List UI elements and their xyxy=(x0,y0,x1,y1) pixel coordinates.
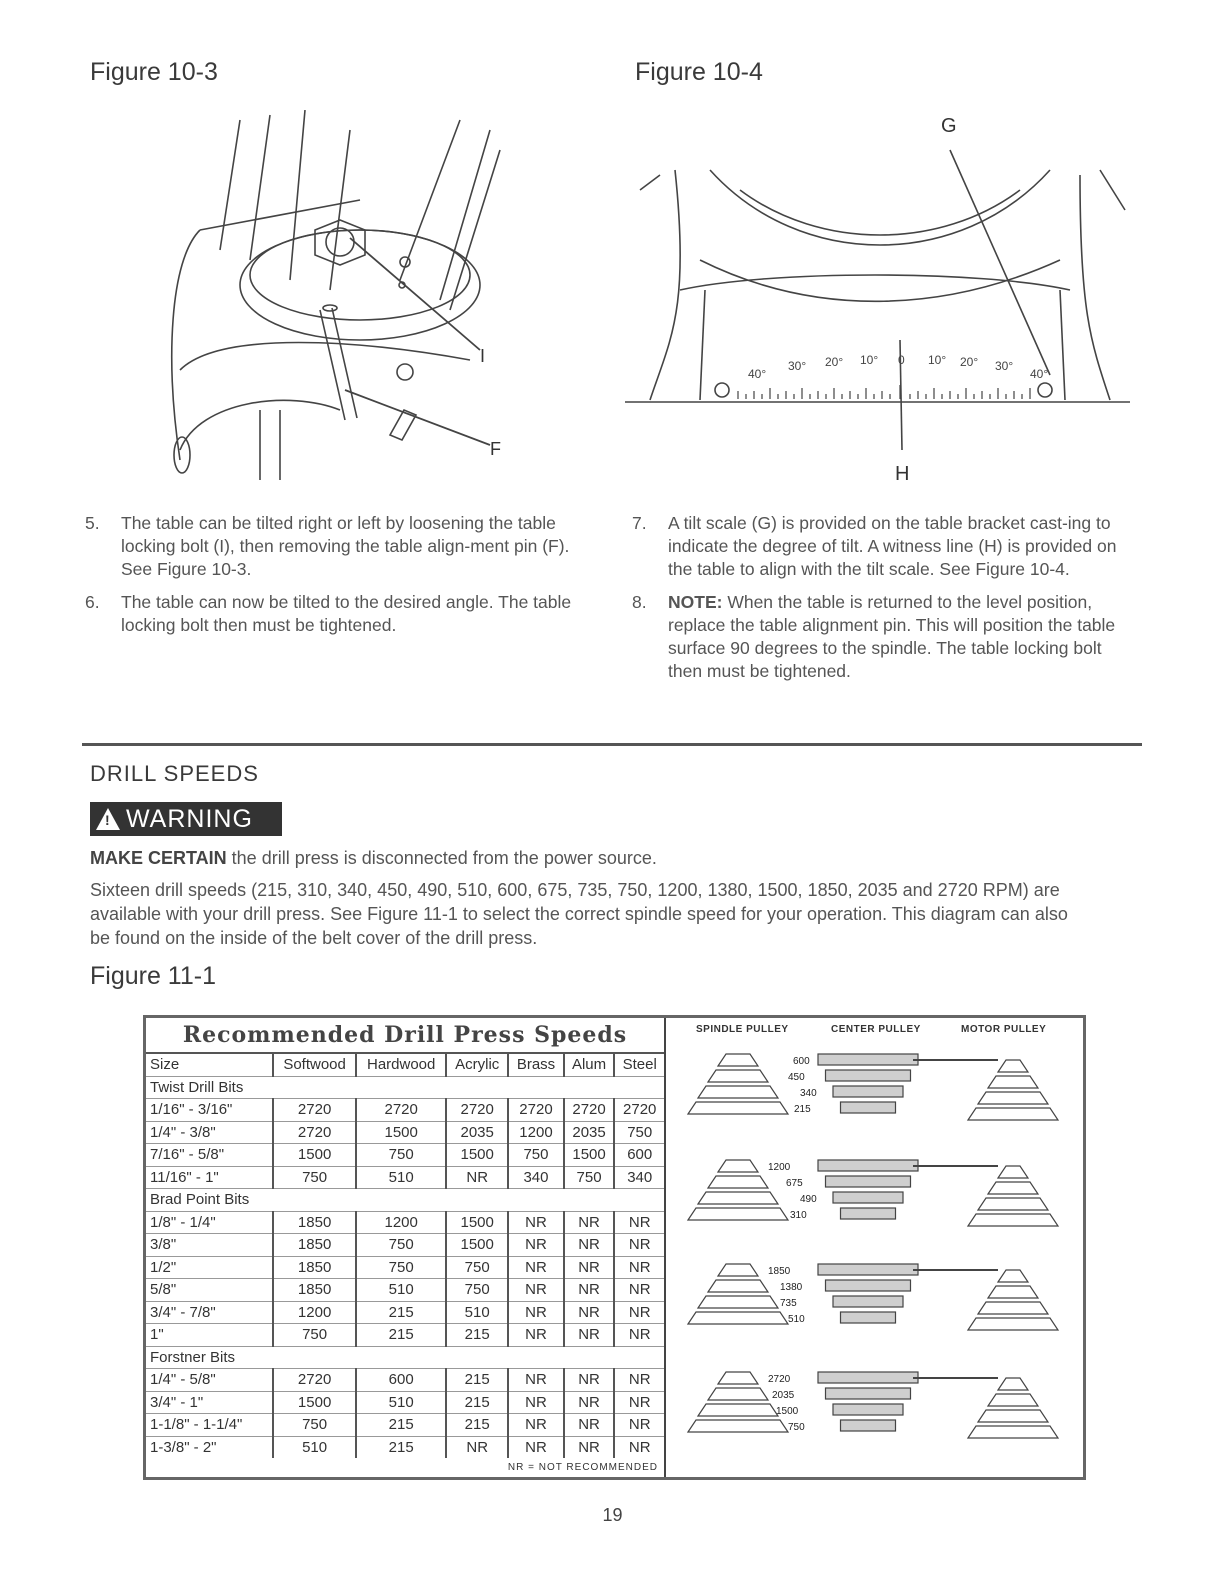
speed-cell: NR xyxy=(614,1436,664,1458)
speed-cell: NR xyxy=(564,1279,615,1302)
table-row xyxy=(146,1279,664,1302)
motor-pulley-step xyxy=(968,1426,1058,1438)
speed-cell: NR xyxy=(446,1436,508,1458)
speed-cell: 2720 xyxy=(564,1099,615,1122)
spindle-pulley-step xyxy=(688,1312,788,1324)
center-pulley-step xyxy=(826,1070,911,1081)
motor-pulley-step xyxy=(998,1060,1028,1072)
center-pulley-step xyxy=(818,1160,918,1171)
pulley-speed-label: 340 xyxy=(800,1088,817,1099)
figure-10-4-label: Figure 10-4 xyxy=(635,58,763,86)
callout-f: F xyxy=(490,439,501,459)
page-number: 19 xyxy=(602,1505,623,1525)
size-cell: 3/8" xyxy=(146,1234,273,1257)
speed-cell: 750 xyxy=(273,1414,356,1437)
speed-cell: 600 xyxy=(356,1369,446,1392)
pulley-speed-label: 750 xyxy=(788,1422,805,1433)
spindle-pulley-step xyxy=(698,1192,778,1204)
center-pulley-step xyxy=(833,1404,903,1415)
center-pulley-step xyxy=(841,1420,896,1431)
table-row xyxy=(146,1099,664,1122)
step-7 xyxy=(632,512,1137,581)
section-divider xyxy=(82,743,1142,746)
speed-cell: 750 xyxy=(356,1234,446,1257)
speed-cell: 1850 xyxy=(273,1234,356,1257)
group-row xyxy=(146,1346,664,1369)
step-number: 6. xyxy=(85,592,100,612)
speed-cell: NR xyxy=(564,1391,615,1414)
nr-footnote: NR = NOT RECOMMENDED xyxy=(507,1462,658,1473)
table-row xyxy=(146,1369,664,1392)
speed-cell: NR xyxy=(614,1324,664,1347)
scale-label: 30° xyxy=(788,359,807,373)
speed-cell: NR xyxy=(564,1256,615,1279)
pulley-drawing xyxy=(668,1018,1083,1478)
center-pulley-step xyxy=(841,1102,896,1113)
spindle-pulley-step xyxy=(718,1160,758,1172)
pulley-speed-label: 310 xyxy=(790,1210,807,1221)
speed-cell: NR xyxy=(508,1211,563,1234)
pulley-speed-label: 490 xyxy=(800,1194,817,1205)
speed-cell: NR xyxy=(614,1256,664,1279)
steps-left xyxy=(85,512,605,647)
center-pulley-step xyxy=(841,1208,896,1219)
speed-cell: 215 xyxy=(446,1324,508,1347)
group-label: Twist Drill Bits xyxy=(146,1076,664,1099)
spindle-pulley-step xyxy=(708,1388,768,1400)
speed-cell: NR xyxy=(614,1211,664,1234)
table-row xyxy=(146,1121,664,1144)
group-row xyxy=(146,1076,664,1099)
speed-cell: 2720 xyxy=(273,1121,356,1144)
speed-cell: 750 xyxy=(446,1279,508,1302)
speeds-paragraph: Sixteen drill speeds (215, 310, 340, 450, 490, 510, 600, 675, 735, 750, 1200, 1380, 1500, 1850, 2035 and 2720 RPM) are available with your drill press. See Figure 11-1 to select the correct spindle speed for your operation. This diagram can also be found on the inside of the belt cover of the drill press. xyxy=(90,880,1068,948)
section-title: DRILL SPEEDS xyxy=(90,761,259,786)
table-header-row xyxy=(146,1053,664,1076)
speed-cell: NR xyxy=(564,1211,615,1234)
scale-label: 30° xyxy=(995,359,1014,373)
pulley-group xyxy=(688,1264,1058,1330)
speed-cell: 2720 xyxy=(508,1099,563,1122)
speed-cell: 2720 xyxy=(273,1369,356,1392)
motor-pulley-step xyxy=(998,1270,1028,1282)
speed-cell: 1500 xyxy=(273,1144,356,1167)
speed-cell: 1200 xyxy=(356,1211,446,1234)
center-pulley-step xyxy=(818,1054,918,1065)
speed-cell: 1500 xyxy=(446,1144,508,1167)
column-header: Brass xyxy=(508,1053,563,1076)
motor-pulley-step xyxy=(978,1198,1048,1210)
table-row xyxy=(146,1301,664,1324)
motor-pulley-step xyxy=(988,1076,1038,1088)
pulley-speed-label: 510 xyxy=(788,1314,805,1325)
spindle-pulley-step xyxy=(688,1208,788,1220)
spindle-pulley-step xyxy=(688,1420,788,1432)
pulley-speed-label: 735 xyxy=(780,1298,797,1309)
speed-chart xyxy=(143,1015,1086,1480)
scale-label: 10° xyxy=(860,353,879,367)
speed-cell: 215 xyxy=(356,1301,446,1324)
pulley-speed-label: 1850 xyxy=(768,1266,791,1277)
motor-pulley-step xyxy=(988,1182,1038,1194)
size-cell: 1-3/8" - 2" xyxy=(146,1436,273,1458)
speed-cell: 2720 xyxy=(273,1099,356,1122)
speed-cell: NR xyxy=(614,1279,664,1302)
speed-cell: 215 xyxy=(446,1414,508,1437)
pulley-speed-label: 215 xyxy=(794,1104,811,1115)
motor-pulley-step xyxy=(968,1214,1058,1226)
speed-cell: NR xyxy=(564,1234,615,1257)
center-pulley-step xyxy=(841,1312,896,1323)
center-pulley-step xyxy=(826,1388,911,1399)
pulley-diagram xyxy=(668,1018,1083,1477)
speed-cell: NR xyxy=(508,1234,563,1257)
speed-cell: 1850 xyxy=(273,1256,356,1279)
speed-cell: 510 xyxy=(446,1301,508,1324)
motor-pulley-step xyxy=(988,1394,1038,1406)
center-pulley-step xyxy=(826,1280,911,1291)
group-label: Forstner Bits xyxy=(146,1346,664,1369)
note-label: NOTE: xyxy=(668,592,723,612)
table-row xyxy=(146,1256,664,1279)
figure-10-4-illustration xyxy=(620,110,1140,490)
column-header: Hardwood xyxy=(356,1053,446,1076)
table-row xyxy=(146,1234,664,1257)
table-row xyxy=(146,1144,664,1167)
speed-cell: 215 xyxy=(356,1414,446,1437)
spindle-pulley-step xyxy=(698,1404,778,1416)
pulley-speed-label: 2035 xyxy=(772,1390,795,1401)
scale-label: 10° xyxy=(928,353,947,367)
scale-label: 20° xyxy=(825,355,844,369)
motor-pulley-step xyxy=(988,1286,1038,1298)
spindle-pulley-step xyxy=(708,1280,768,1292)
spindle-pulley-header: SPINDLE PULLEY xyxy=(696,1024,789,1035)
speed-cell: 2720 xyxy=(356,1099,446,1122)
speed-cell: 750 xyxy=(614,1121,664,1144)
pulley-speed-label: 1200 xyxy=(768,1162,791,1173)
center-pulley-step xyxy=(833,1192,903,1203)
table-row xyxy=(146,1391,664,1414)
steps-right xyxy=(632,512,1137,693)
speed-cell: 1500 xyxy=(564,1144,615,1167)
step-text: A tilt scale (G) is provided on the table bracket cast-ing to indicate the degree of tilt. A witness line (H) is provided on the table to align with the tilt scale. See Figure 10-4. xyxy=(668,513,1117,579)
speed-cell: 750 xyxy=(446,1256,508,1279)
motor-pulley-step xyxy=(998,1378,1028,1390)
speed-cell: 2720 xyxy=(614,1099,664,1122)
callout-h: H xyxy=(895,463,910,485)
column-header: Steel xyxy=(614,1053,664,1076)
speed-cell: 510 xyxy=(356,1166,446,1189)
step-number: 5. xyxy=(85,513,100,533)
scale-label: 40° xyxy=(1030,367,1049,381)
speed-cell: NR xyxy=(614,1391,664,1414)
scale-label: 40° xyxy=(748,367,767,381)
size-cell: 11/16" - 1" xyxy=(146,1166,273,1189)
size-cell: 1/2" xyxy=(146,1256,273,1279)
speed-cell: 600 xyxy=(614,1144,664,1167)
speed-cell: NR xyxy=(508,1256,563,1279)
speed-cell: 510 xyxy=(356,1279,446,1302)
tilt-scale-ticks xyxy=(738,385,1030,399)
speed-cell: 510 xyxy=(273,1436,356,1458)
speed-cell: 2720 xyxy=(446,1099,508,1122)
speed-cell: NR xyxy=(564,1436,615,1458)
spindle-pulley-step xyxy=(708,1176,768,1188)
speed-cell: NR xyxy=(508,1324,563,1347)
size-cell: 1/8" - 1/4" xyxy=(146,1211,273,1234)
pulley-speed-label: 450 xyxy=(788,1072,805,1083)
pulley-group xyxy=(688,1054,1058,1120)
speed-cell: NR xyxy=(564,1301,615,1324)
figure-10-3-illustration xyxy=(160,110,520,490)
speed-cell: 2035 xyxy=(446,1121,508,1144)
group-label: Brad Point Bits xyxy=(146,1189,664,1212)
size-cell: 3/4" - 7/8" xyxy=(146,1301,273,1324)
make-certain-text xyxy=(90,846,1140,870)
speed-cell: 1200 xyxy=(273,1301,356,1324)
warning-label: WARNING xyxy=(126,804,253,833)
pulley-group xyxy=(688,1160,1058,1226)
step-text xyxy=(668,591,1137,683)
spindle-pulley-step xyxy=(718,1372,758,1384)
center-pulley-step xyxy=(826,1176,911,1187)
motor-pulley-step xyxy=(968,1318,1058,1330)
speed-cell: NR xyxy=(614,1414,664,1437)
pulley-speed-label: 675 xyxy=(786,1178,803,1189)
pulley-speed-label: 1380 xyxy=(780,1282,803,1293)
step-6 xyxy=(85,591,605,637)
pulley-speed-label: 1500 xyxy=(776,1406,799,1417)
size-cell: 7/16" - 5/8" xyxy=(146,1144,273,1167)
speed-cell: NR xyxy=(508,1369,563,1392)
figure-10-3-label: Figure 10-3 xyxy=(90,58,218,86)
warning-triangle-icon xyxy=(96,808,120,830)
table-row xyxy=(146,1211,664,1234)
callout-i: I xyxy=(480,346,486,366)
speed-cell: NR xyxy=(508,1414,563,1437)
speed-cell: 340 xyxy=(508,1166,563,1189)
size-cell: 1/4" - 5/8" xyxy=(146,1369,273,1392)
step-8 xyxy=(632,591,1137,683)
speed-cell: 750 xyxy=(356,1144,446,1167)
speed-cell: 215 xyxy=(446,1391,508,1414)
table-row xyxy=(146,1436,664,1458)
speed-cell: 750 xyxy=(356,1256,446,1279)
table-row xyxy=(146,1166,664,1189)
motor-pulley-step xyxy=(968,1108,1058,1120)
speed-cell: 1500 xyxy=(273,1391,356,1414)
motor-pulley-step xyxy=(978,1092,1048,1104)
speed-cell: 340 xyxy=(614,1166,664,1189)
pulley-speed-label: 2720 xyxy=(768,1374,791,1385)
spindle-pulley-step xyxy=(718,1054,758,1066)
table-row xyxy=(146,1324,664,1347)
size-cell: 3/4" - 1" xyxy=(146,1391,273,1414)
center-pulley-step xyxy=(833,1086,903,1097)
center-pulley-step xyxy=(818,1264,918,1275)
figure-11-1-label: Figure 11-1 xyxy=(90,962,216,990)
step-text: The table can be tilted right or left by loosening the table locking bolt (I), then removing the table align-ment pin (F). See Figure 10-3. xyxy=(121,513,570,579)
speed-cell: NR xyxy=(614,1301,664,1324)
step-number: 7. xyxy=(632,513,647,533)
speed-cell: NR xyxy=(446,1166,508,1189)
speed-cell: 750 xyxy=(273,1166,356,1189)
step-5 xyxy=(85,512,605,581)
pulley-speed-label: 600 xyxy=(793,1056,810,1067)
size-cell: 1" xyxy=(146,1324,273,1347)
size-cell: 1-1/8" - 1-1/4" xyxy=(146,1414,273,1437)
spindle-pulley-step xyxy=(688,1102,788,1114)
speed-cell: 215 xyxy=(356,1324,446,1347)
make-certain-bold: MAKE CERTAIN xyxy=(90,848,227,868)
speed-cell: 1500 xyxy=(446,1234,508,1257)
scale-label: 20° xyxy=(960,355,979,369)
note-text: When the table is returned to the level position, replace the table alignment pin. This will position the table surface 90 degrees to the spindle. The table locking bolt then must be tightened. xyxy=(668,592,1116,681)
column-header: Acrylic xyxy=(446,1053,508,1076)
step-text: The table can now be tilted to the desired angle. The table locking bolt then must be tightened. xyxy=(121,592,572,635)
center-pulley-step xyxy=(833,1296,903,1307)
group-row xyxy=(146,1189,664,1212)
step-number: 8. xyxy=(632,592,647,612)
speed-cell: 750 xyxy=(508,1144,563,1167)
spindle-pulley-step xyxy=(718,1264,758,1276)
column-header: Size xyxy=(146,1053,273,1076)
speed-cell: NR xyxy=(564,1324,615,1347)
column-header: Softwood xyxy=(273,1053,356,1076)
speed-table-title: Recommended Drill Press Speeds xyxy=(182,1022,628,1048)
speed-cell: 750 xyxy=(273,1324,356,1347)
speed-cell: NR xyxy=(614,1369,664,1392)
speed-cell: NR xyxy=(508,1301,563,1324)
speed-cell: NR xyxy=(508,1279,563,1302)
motor-pulley-step xyxy=(998,1166,1028,1178)
motor-pulley-header: MOTOR PULLEY xyxy=(961,1024,1047,1035)
spindle-pulley-step xyxy=(708,1070,768,1082)
table-row xyxy=(146,1414,664,1437)
speed-table xyxy=(146,1052,664,1458)
speed-cell: 215 xyxy=(356,1436,446,1458)
speed-cell: 1850 xyxy=(273,1279,356,1302)
size-cell: 1/4" - 3/8" xyxy=(146,1121,273,1144)
motor-pulley-step xyxy=(978,1302,1048,1314)
pulley-group xyxy=(688,1372,1058,1438)
speed-cell: 1850 xyxy=(273,1211,356,1234)
callout-g: G xyxy=(941,115,957,137)
speed-cell: 750 xyxy=(564,1166,615,1189)
size-cell: 1/16" - 3/16" xyxy=(146,1099,273,1122)
speed-cell: NR xyxy=(508,1436,563,1458)
speed-cell: 510 xyxy=(356,1391,446,1414)
spindle-pulley-step xyxy=(698,1086,778,1098)
speed-cell: 1200 xyxy=(508,1121,563,1144)
center-pulley-step xyxy=(818,1372,918,1383)
speed-cell: NR xyxy=(614,1234,664,1257)
speed-cell: NR xyxy=(564,1369,615,1392)
speed-cell: 1500 xyxy=(446,1211,508,1234)
warning-banner xyxy=(90,802,282,836)
speed-cell: 215 xyxy=(446,1369,508,1392)
column-header: Alum xyxy=(564,1053,615,1076)
spindle-pulley-step xyxy=(698,1296,778,1308)
speed-cell: 2035 xyxy=(564,1121,615,1144)
center-pulley-header: CENTER PULLEY xyxy=(831,1024,921,1035)
speed-table-area xyxy=(146,1018,666,1477)
size-cell: 5/8" xyxy=(146,1279,273,1302)
motor-pulley-step xyxy=(978,1410,1048,1422)
speed-cell: NR xyxy=(564,1414,615,1437)
speed-cell: NR xyxy=(508,1391,563,1414)
scale-label: 0 xyxy=(898,353,905,367)
make-certain-rest: the drill press is disconnected from the power source. xyxy=(226,848,657,868)
speed-cell: 1500 xyxy=(356,1121,446,1144)
